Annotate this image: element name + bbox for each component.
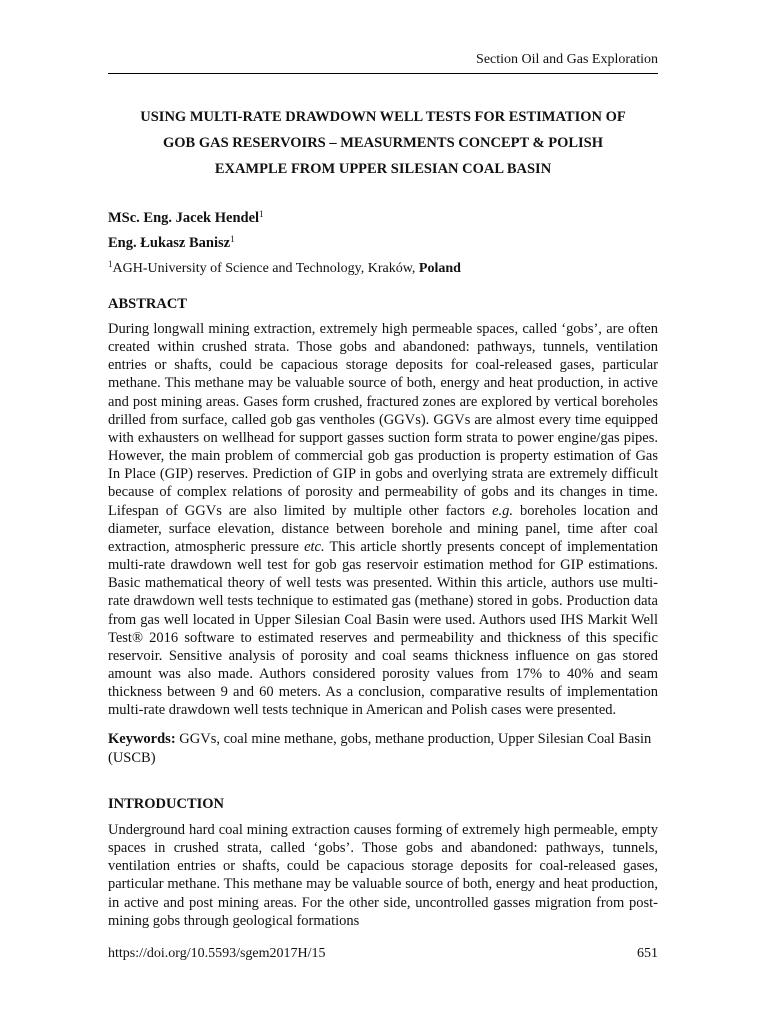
author-name: Eng. Łukasz Banisz [108, 235, 231, 251]
author-affiliation-mark: 1 [259, 209, 264, 219]
affiliation-country: Poland [418, 261, 461, 276]
author-affiliation-mark: 1 [230, 234, 235, 244]
author-2 [108, 234, 235, 252]
title-line-2: GOB GAS RESERVOIRS – MEASURMENTS CONCEPT & POLISH [162, 135, 604, 151]
introduction-heading: INTRODUCTION [108, 796, 225, 812]
title-line-3: EXAMPLE FROM UPPER SILESIAN COAL BASIN [214, 161, 552, 177]
abstract-text: During longwall mining extraction, extremely high permeable spaces, called ‘gobs’, are often created within crushed strata. Those gobs and abandoned: pathways, tunnels, ventilation entries or shafts, could be capacious storage deposits for coal-released gases, particular methane. This methane may be valuable source of both, energy and heat production, in active and post mining areas. Gases form crushed, fractured zones are explored by vertical boreholes drilled from surface, called gob gas ventholes (GGVs). GGVs are almost every time equipped with exhausters on wellhead for support gasses suction form strata to power engine/gas pipes. However, the main problem of commercial gob gas production is property estimation of Gas In Place (GIP) reserves. Prediction of GIP in gobs and overlying strata are extremely difficult because of complex relations of porosity and permeability of gobs and its changes in time. Lifespan of GGVs are also limited by multiple other factors [108, 321, 658, 519]
affiliation [108, 259, 461, 277]
paper-title [108, 104, 658, 182]
page-number: 651 [637, 946, 658, 961]
keywords-text: GGVs, coal mine methane, gobs, methane production, Upper Silesian Coal Basin (USCB) [108, 731, 652, 766]
author-name: MSc. Eng. Jacek Hendel [108, 210, 260, 226]
introduction-body: Underground hard coal mining extraction causes forming of extremely high permeable, empty spaces in crushed strata, called ‘gobs’. Those gobs and abandoned: pathways, tunnels, ventilation entries or shafts, could be capacious storage deposits for coal-released gases, particular methane. This methane may be valuable source of both, energy and heat production, in active and post mining areas. For the other side, uncontrolled gasses migration from post-mining gobs through geological formations [108, 822, 658, 929]
abstract-etc: etc. [304, 538, 325, 555]
abstract-eg: e.g. [492, 502, 513, 519]
keywords-label: Keywords: [108, 731, 176, 747]
title-line-1: USING MULTI-RATE DRAWDOWN WELL TESTS FOR ESTIMATION OF [140, 109, 626, 125]
abstract-text: boreholes location and diameter, surface elevation, distance between borehole and mining panel, time after coal extraction, atmospheric pressure [108, 502, 659, 555]
abstract-text: This article shortly presents concept of implementation multi-rate drawdown well test for gob gas reservoir estimation method for GIP estimations. Basic mathematical theory of well tests was presented. Within this article, authors use multi-rate drawdown well tests technique to estimated gas (methane) stored in gobs. Production data from gas well located in Upper Silesian Coal Basin were used. Authors used IHS Markit Well Test® 2016 software to estimated reserves and permeability and thickness of this specific reservoir. Sensitive analysis of porosity and coal seams thickness influence on gas stored amount was also made. Authors considered porosity values from 17% to 40% and seam thickness between 9 and 60 meters. As a conclusion, comparative results of implementation multi-rate drawdown well tests technique in American and Polish cases were presented. [108, 538, 659, 719]
running-head: Section Oil and Gas Exploration [476, 52, 658, 67]
abstract-heading: ABSTRACT [108, 296, 187, 312]
header-rule [108, 73, 658, 74]
affiliation-text: AGH-University of Science and Technology, Kraków, [112, 261, 419, 276]
affiliation-mark: 1 [108, 259, 113, 269]
keywords [108, 730, 658, 767]
abstract-body [108, 320, 658, 719]
doi-link[interactable]: https://doi.org/10.5593/sgem2017H/15 [108, 946, 326, 961]
author-1 [108, 209, 264, 227]
